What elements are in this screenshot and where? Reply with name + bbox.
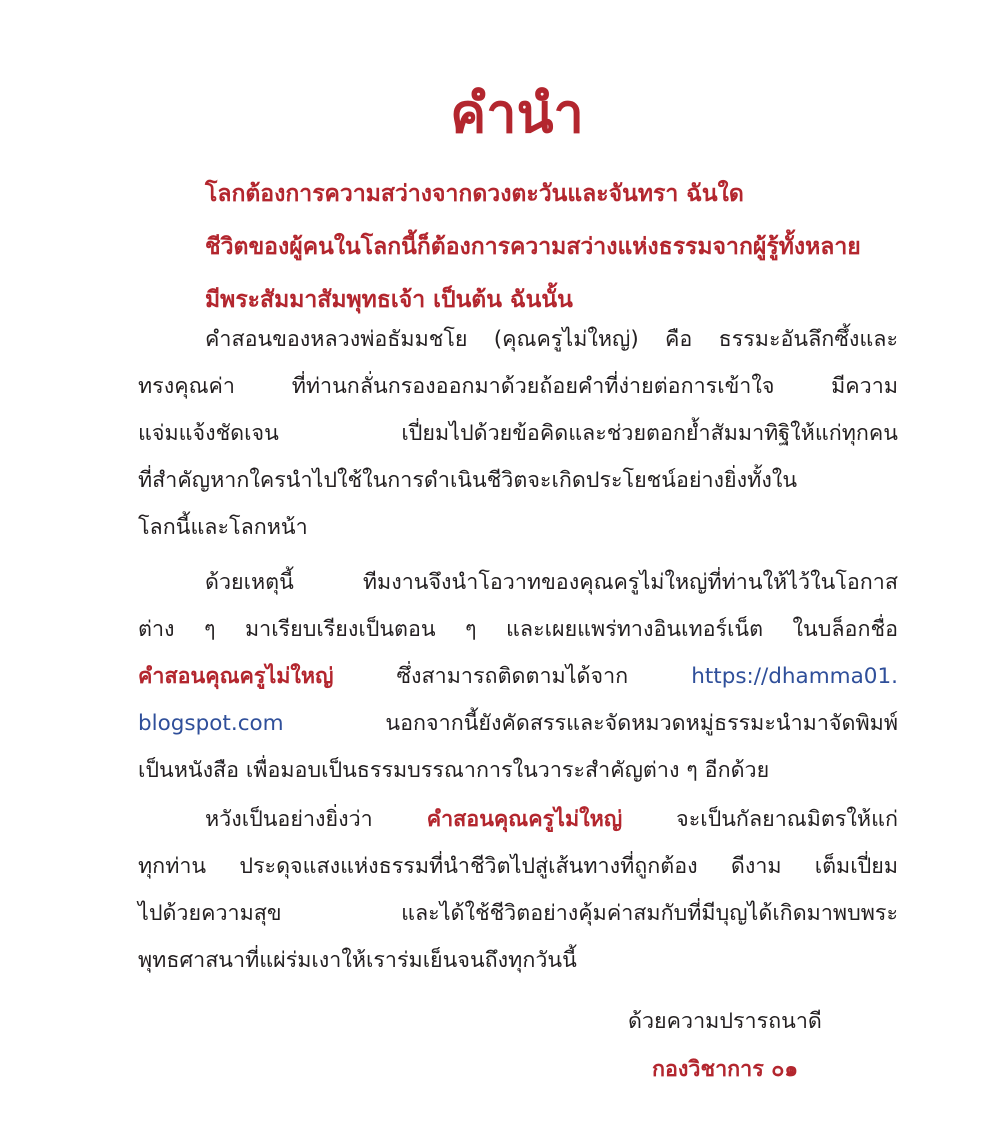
book-name-highlight: คำสอนคุณครูไม่ใหญ่ [138, 664, 334, 689]
blog-url-link[interactable]: https://dhamma01. [691, 664, 898, 689]
paragraph-text: ซึ่งสามารถติดตามได้จาก [396, 664, 629, 689]
paragraph-text: นอกจากนี้ยังคัดสรรและจัดหมวดหมู่ธรรมะนำมาจัดพิมพ์ [385, 711, 898, 736]
paragraph-line: ไปด้วยความสุข และได้ใช้ชีวิตอย่างคุ้มค่าสมกับที่มีบุญได้เกิดมาพบพระ [138, 901, 898, 926]
closing-wish: ด้วยความปรารถนาดี [628, 1009, 822, 1034]
paragraph-text: หวังเป็นอย่างยิ่งว่า [205, 807, 373, 832]
intro-line: ชีวิตของผู้คนในโลกนี้ก็ต้องการความสว่างแห่งธรรมจากผู้รู้ทั้งหลาย [205, 234, 861, 260]
paragraph-line [138, 653, 898, 700]
paragraph-line [138, 700, 898, 747]
signature: กองวิชาการ ๐๑ [652, 1057, 799, 1082]
paragraph-line: เป็นหนังสือ เพื่อมอบเป็นธรรมบรรณาการในวาระสำคัญต่าง ๆ อีกด้วย [138, 758, 770, 783]
paragraph-line [138, 796, 898, 843]
paragraph-line: คำสอนของหลวงพ่อธัมมชโย (คุณครูไม่ใหญ่) คือ ธรรมะอันลึกซึ้งและ [205, 327, 898, 352]
paragraph-line: ทรงคุณค่า ที่ท่านกลั่นกรองออกมาด้วยถ้อยคำที่ง่ายต่อการเข้าใจ มีความ [138, 374, 898, 399]
paragraph-line: ทุกท่าน ประดุจแสงแห่งธรรมที่นำชีวิตไปสู่เส้นทางที่ถูกต้อง ดีงาม เต็มเปี่ยม [138, 854, 898, 879]
blog-url-link-continued[interactable]: blogspot.com [138, 711, 284, 736]
page-title: คำนำ [450, 81, 584, 145]
paragraph-line: พุทธศาสนาที่แผ่ร่มเงาให้เราร่มเย็นจนถึงทุกวันนี้ [138, 948, 577, 973]
paragraph-publication [138, 559, 898, 794]
paragraph-line: ที่สำคัญหากใครนำไปใช้ในการดำเนินชีวิตจะเกิดประโยชน์อย่างยิ่งทั้งใน [138, 468, 798, 493]
intro-line: โลกต้องการความสว่างจากดวงตะวันและจันทรา ฉันใด [205, 181, 744, 207]
paragraph-wish [138, 796, 898, 984]
paragraph-line: ต่าง ๆ มาเรียบเรียงเป็นตอน ๆ และเผยแพร่ทางอินเทอร์เน็ต ในบล็อกชื่อ [138, 617, 898, 642]
paragraph-line: โลกนี้และโลกหน้า [138, 515, 308, 540]
intro-line: มีพระสัมมาสัมพุทธเจ้า เป็นต้น ฉันนั้น [205, 287, 573, 313]
paragraph-line: แจ่มแจ้งชัดเจน เปี่ยมไปด้วยข้อคิดและช่วยตอกย้ำสัมมาทิฐิให้แก่ทุกคน [138, 421, 898, 446]
paragraph-line: ด้วยเหตุนี้ ทีมงานจึงนำโอวาทของคุณครูไม่ใหญ่ที่ท่านให้ไว้ในโอกาส [205, 570, 898, 595]
intro-verse [205, 168, 925, 327]
paragraph-text: จะเป็นกัลยาณมิตรให้แก่ [676, 807, 898, 832]
paragraph-teachings [138, 316, 898, 551]
book-name-highlight: คำสอนคุณครูไม่ใหญ่ [426, 807, 623, 832]
closing-block [560, 998, 860, 1094]
